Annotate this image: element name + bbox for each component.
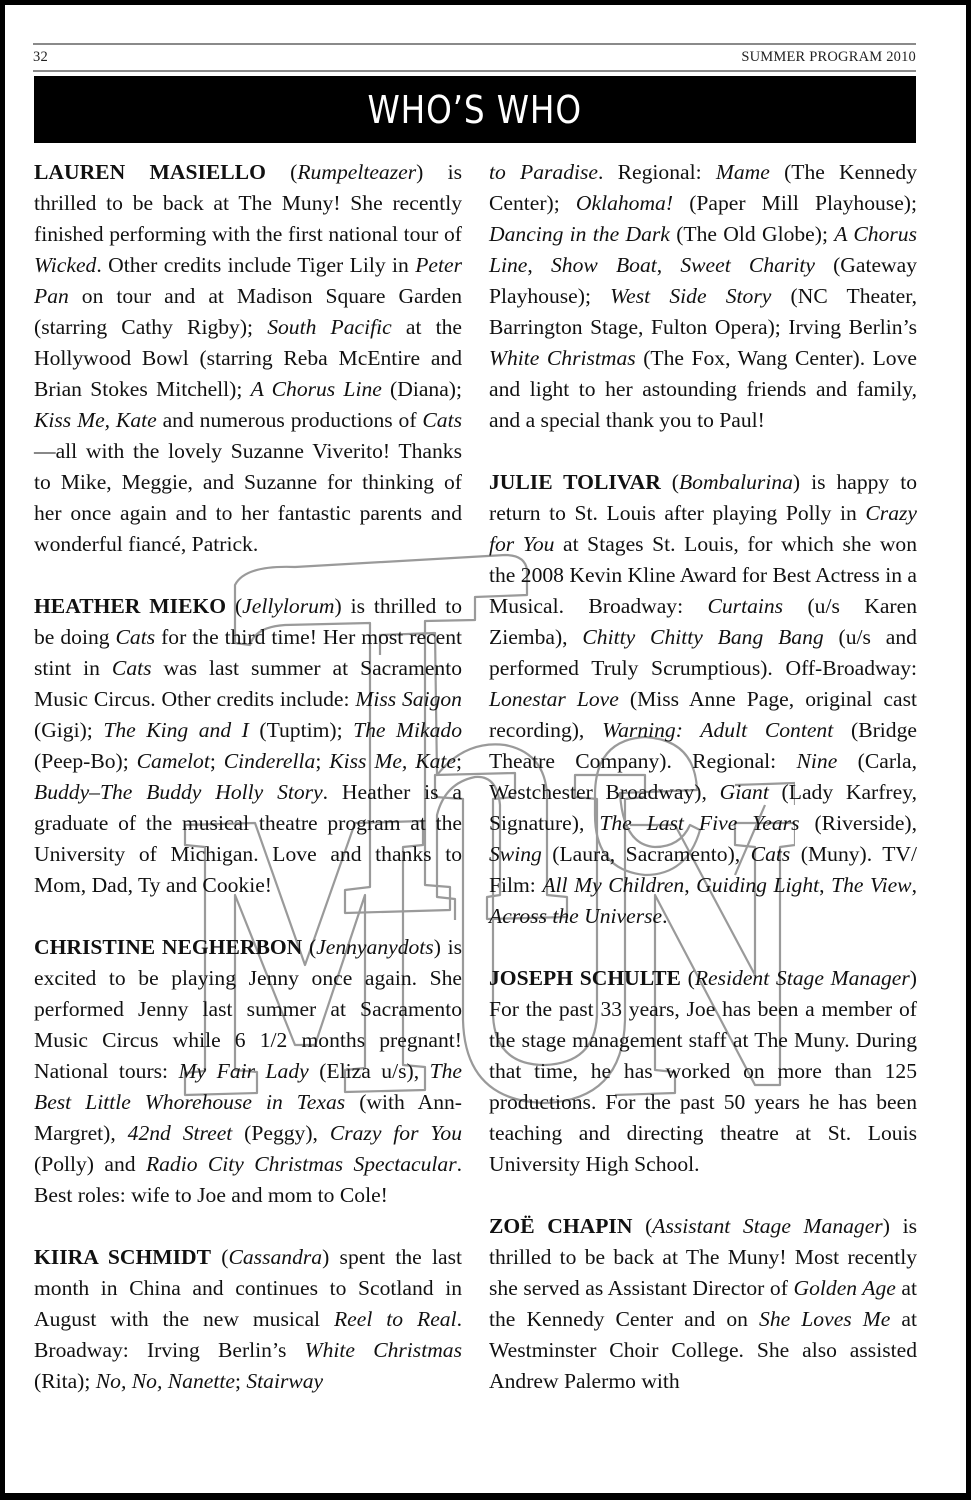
title-italic: Sweet Charity (680, 253, 815, 277)
program-page (5, 5, 966, 1493)
title-italic: Cats (115, 625, 156, 649)
left-column (34, 157, 462, 1428)
performer-name: CHRISTINE NEGHERBON (34, 935, 303, 959)
title-italic: Lonestar Love (489, 687, 619, 711)
title-italic: Golden Age (793, 1276, 896, 1300)
bio-entry: ZOË CHAPIN (Assistant Stage Manager) is thrilled to be back at The Muny! Most recently she served as Assistant Director of Golden Age at the Kennedy Center and on She Loves Me at Westminster Choir College. She also assisted Andrew Palermo with (489, 1214, 917, 1393)
running-header (33, 43, 916, 72)
performer-name: JOSEPH SCHULTE (489, 966, 681, 990)
title-italic: All My Children (542, 873, 685, 897)
title-italic: Across the Universe (489, 904, 663, 928)
role-name: Rumpelteazer (297, 160, 417, 184)
title-italic: Dancing in the Dark (489, 222, 670, 246)
role-name: Jellylorum (242, 594, 335, 618)
bio-entry: LAUREN MASIELLO (Rumpelteazer) is thrilled to be back at The Muny! She recently finished performing with the first national tour of Wicked. Other credits include Tiger Lily in Peter Pan on tour and at Madison Square Garden (starring Cathy Rigby); South Pacific at the Hollywood Bowl (starring Reba McEntire and Brian Stokes Mitchell); A Chorus Line (Diana); Kiss Me, Kate and numerous productions of Cats—all with the lovely Suzanne Viverito! Thanks to Mike, Meggie, and Suzanne for thinking of her once again and to her fantastic parents and wonderful fiancé, Patrick. (34, 160, 462, 556)
title-italic: Crazy for You (489, 501, 917, 556)
performer-name: LAUREN MASIELLO (34, 160, 266, 184)
title-italic: Miss Saigon (355, 687, 462, 711)
bio-entry: HEATHER MIEKO (Jellylorum) is thrilled to be doing Cats for the third time! Her most recent stint in Cats was last summer at Sacramento Music Circus. Other credits include: Miss Saigon (Gigi); The King and I (Tuptim); The Mikado (Peep-Bo); Camelot; Cinderella; Kiss Me, Kate; Buddy–The Buddy Holly Story. Heather is a graduate of the musical theatre program at the University of Michigan. Love and thanks to Mom, Dad, Ty and Cookie! (34, 594, 463, 897)
bio-entry: JOSEPH SCHULTE (Resident Stage Manager) For the past 33 years, Joe has been a member of the stage management staff at The Muny. During that time, he has worked on more than 125 productions. For the past 50 years he has been teaching and directing theatre at St. Louis University High School. (489, 966, 917, 1176)
title-italic: She Loves Me (759, 1307, 891, 1331)
title-italic: Buddy–The Buddy Holly Story (34, 780, 323, 804)
title-italic: Camelot (136, 749, 210, 773)
title-italic: Kiss Me, Kate (34, 408, 157, 432)
title-italic: White Christmas (489, 346, 636, 370)
title-italic: My Fair Lady (178, 1059, 309, 1083)
bio-entry: JULIE TOLIVAR (Bombalurina) is happy to return to St. Louis after playing Polly in Crazy for You at Stages St. Louis, for which she won the 2008 Kevin Kline Award for Best Actress in a Musical. Broadway: Curtains (u/s Karen Ziemba), Chitty Chitty Bang Bang (u/s and performed Truly Scrumptious). Off-Broadway: Lonestar Love (Miss Anne Page, original cast recording), Warning: Adult Content (Bridge Theatre Company). Regional: Nine (Carla, Westchester Broadway), Giant (Lady Karfrey, Signature), The Last Five Years (Riverside), Swing (Laura, Sacramento), Cats (Muny). TV/ Film: All My Children, Guiding Light, The View, Across the Universe. (489, 470, 918, 928)
title-italic: White Christmas (304, 1338, 462, 1362)
title-italic: Mame (715, 160, 770, 184)
title-italic: Swing (489, 842, 542, 866)
section-banner (34, 76, 916, 143)
title-italic: Cinderella (223, 749, 316, 773)
role-name: Resident Stage Manager (694, 966, 910, 990)
title-italic: The King and I (103, 718, 249, 742)
title-italic: Oklahoma! (575, 191, 674, 215)
title-italic: A Chorus Line (489, 222, 917, 277)
title-italic: Wicked (34, 253, 97, 277)
title-italic: Crazy for You (329, 1121, 462, 1145)
bio-entry-continuation: to Paradise. Regional: Mame (The Kennedy Center); Oklahoma! (Paper Mill Playhouse); Dancing in the Dark (The Old Globe); A Chorus Line, Show Boat, Sweet Charity (Gateway Playhouse); West Side Story (NC Theater, Barrington Stage, Fulton Opera); Irving Berlin’s White Christmas (The Fox, Wang Center). Love and light to her astounding friends and family, and a special thank you to Paul! (489, 160, 918, 432)
bio-entry: CHRISTINE NEGHERBON (Jennyanydots) is excited to be playing Jenny once again. She performed Jenny last summer at Sacramento Music Circus while 6 1/2 months pregnant! National tours: My Fair Lady (Eliza u/s), The Best Little Whorehouse in Texas (with Ann-Margret), 42nd Street (Peggy), Crazy for You (Polly) and Radio City Christmas Spectacular. Best roles: wife to Joe and mom to Cole! (34, 935, 462, 1207)
title-italic: Cats (111, 656, 152, 680)
bio-entry: KIIRA SCHMIDT (Cassandra) spent the last month in China and continues to Scotland in August with the new musical Reel to Real. Broadway: Irving Berlin’s White Christmas (Rita); No, No, Nanette; Stairway (34, 1245, 462, 1393)
title-italic: Nine (796, 749, 838, 773)
title-italic: The Mikado (353, 718, 463, 742)
title-italic: Stairway (246, 1369, 324, 1393)
title-italic: Curtains (707, 594, 784, 618)
performer-name: HEATHER MIEKO (34, 594, 227, 618)
publication-title: SUMMER PROGRAM 2010 (741, 49, 916, 65)
title-italic: to Paradise (489, 160, 599, 184)
role-name: Jennyanydots (316, 935, 434, 959)
role-name: Assistant Stage Manager (652, 1214, 883, 1238)
title-italic: Cats (422, 408, 462, 432)
role-name: Cassandra (228, 1245, 323, 1269)
title-italic: South Pacific (267, 315, 392, 339)
title-italic: A Chorus Line (250, 377, 382, 401)
title-italic: Chitty Chitty Bang Bang (582, 625, 824, 649)
title-italic: No, No, Nanette (95, 1369, 235, 1393)
page-number: 32 (33, 49, 48, 65)
title-italic: The View (831, 873, 912, 897)
role-name: Bombalurina (678, 470, 793, 494)
right-column (489, 157, 917, 1428)
section-title: WHO’S WHO (367, 87, 583, 132)
title-italic: Radio City Christmas Spectacular (145, 1152, 457, 1176)
title-italic: Reel to Real (333, 1307, 457, 1331)
title-italic: West Side Story (610, 284, 772, 308)
performer-name: ZOË CHAPIN (489, 1214, 633, 1238)
title-italic: Guiding Light (696, 873, 820, 897)
title-italic: Peter Pan (34, 253, 462, 308)
title-italic: Warning: Adult Content (602, 718, 834, 742)
title-italic: 42nd Street (127, 1121, 233, 1145)
title-italic: Giant (719, 780, 769, 804)
performer-name: JULIE TOLIVAR (489, 470, 661, 494)
performer-name: KIIRA SCHMIDT (34, 1245, 212, 1269)
title-italic: The Best Little Whorehouse in Texas (34, 1059, 462, 1114)
title-italic: The Last Five Years (599, 811, 800, 835)
title-italic: Show Boat (550, 253, 657, 277)
title-italic: Kiss Me, Kate (329, 749, 456, 773)
title-italic: Cats (750, 842, 791, 866)
